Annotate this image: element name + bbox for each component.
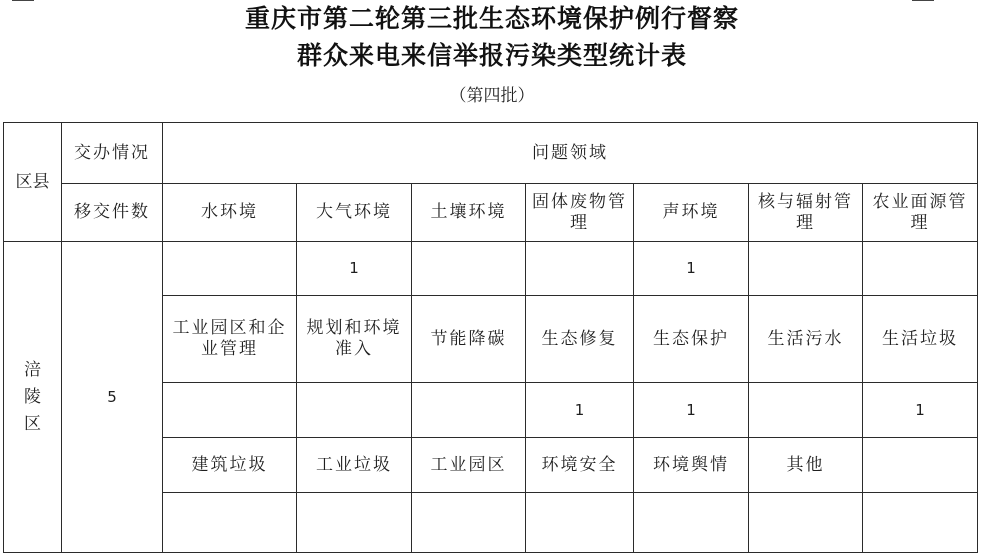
- category-cell: 声环境: [634, 184, 749, 242]
- count-cell: [163, 383, 297, 438]
- category-cell: 节能降碳: [412, 296, 526, 383]
- title-line-1: 重庆市第二轮第三批生态环境保护例行督察: [244, 4, 739, 33]
- count-cell: 1: [297, 242, 412, 296]
- count-cell: 1: [634, 242, 749, 296]
- count-cell: [863, 242, 978, 296]
- count-cell: 1: [863, 383, 978, 438]
- category-cell: 生活污水: [749, 296, 863, 383]
- header-row-2: [4, 184, 978, 242]
- category-cell: 土壤环境: [412, 184, 526, 242]
- category-cell: 水环境: [163, 184, 297, 242]
- district-char: 涪: [24, 359, 41, 380]
- transfer-count-header: 移交件数: [62, 184, 163, 242]
- category-cell: 工业园区: [412, 438, 526, 493]
- district-char: 区: [24, 413, 41, 434]
- title-line-2: 群众来电来信举报污染类型统计表: [296, 41, 687, 70]
- transfer-count-value: 5: [62, 242, 163, 553]
- category-cell: 规划和环境准入: [297, 296, 412, 383]
- count-cell: [297, 383, 412, 438]
- count-cell: [412, 383, 526, 438]
- district-header: 区县: [4, 123, 62, 242]
- category-cell: 生态修复: [526, 296, 634, 383]
- count-cell: [412, 242, 526, 296]
- category-cell: 大气环境: [297, 184, 412, 242]
- category-cell: 固体废物管理: [526, 184, 634, 242]
- issue-area-header: 问题领域: [163, 123, 978, 184]
- category-cell: 核与辐射管理: [749, 184, 863, 242]
- count-row-1: [4, 242, 978, 296]
- assign-status-header: 交办情况: [62, 123, 163, 184]
- category-cell: 工业垃圾: [297, 438, 412, 493]
- category-cell: 环境舆情: [634, 438, 749, 493]
- category-cell: 建筑垃圾: [163, 438, 297, 493]
- count-cell: 1: [634, 383, 749, 438]
- category-cell: 工业园区和企业管理: [163, 296, 297, 383]
- category-cell: 环境安全: [526, 438, 634, 493]
- count-cell: [297, 493, 412, 553]
- count-cell: [526, 493, 634, 553]
- count-cell: [163, 493, 297, 553]
- count-cell: [749, 383, 863, 438]
- count-cell: [412, 493, 526, 553]
- count-cell: 1: [526, 383, 634, 438]
- category-cell: 生活垃圾: [863, 296, 978, 383]
- category-cell: 其他: [749, 438, 863, 493]
- district-char: 陵: [24, 386, 41, 407]
- subtitle: （第四批）: [449, 86, 535, 106]
- count-cell: [749, 493, 863, 553]
- district-name-cell: [4, 242, 62, 553]
- header-row-1: [4, 123, 978, 184]
- count-cell: [749, 242, 863, 296]
- corner-mark-right: [912, 0, 934, 1]
- count-cell: [526, 242, 634, 296]
- count-cell: [863, 493, 978, 553]
- category-cell: 生态保护: [634, 296, 749, 383]
- count-cell: [163, 242, 297, 296]
- complaint-statistics-table: [3, 122, 978, 553]
- corner-mark-left: [12, 0, 34, 1]
- count-cell: [634, 493, 749, 553]
- category-cell: 农业面源管理: [863, 184, 978, 242]
- category-cell: [863, 438, 978, 493]
